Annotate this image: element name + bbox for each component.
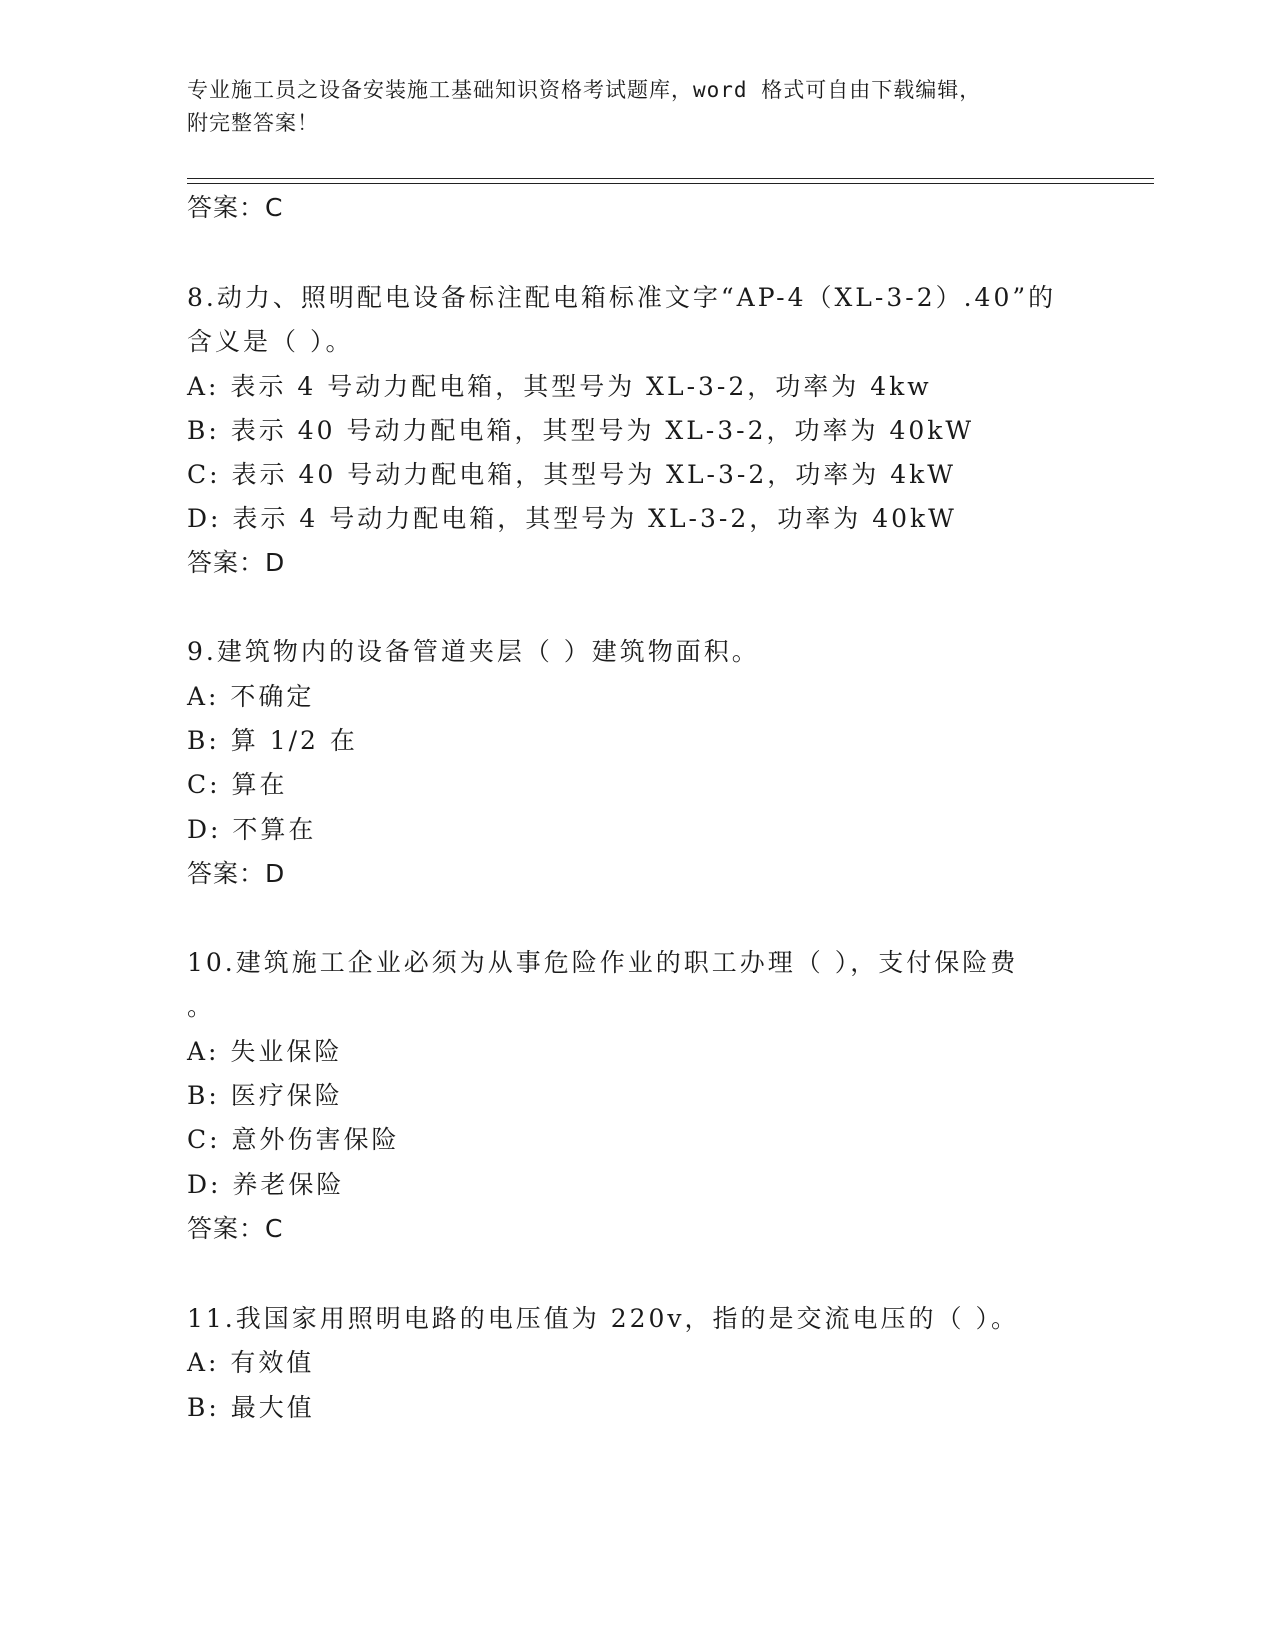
question-10-option-d: D: 养老保险 [187,1170,345,1199]
question-9-option-a: A: 不确定 [187,682,315,711]
question-8-stem-line-2: 含义是（ ）。 [187,327,354,356]
question-9-option-d: D: 不算在 [187,815,317,844]
question-9-option-c: C: 算在 [187,770,288,799]
header-divider-top [187,178,1154,179]
question-8-stem-line-1: 8.动力、照明配电设备标注配电箱标准文字“AP-4（XL-3-2）.40”的 [187,283,1057,312]
header-divider-bottom [187,183,1154,184]
question-8-option-d: D: 表示 4 号动力配电箱，其型号为 XL-3-2，功率为 40kW [187,504,957,533]
question-10-option-b: B: 医疗保险 [187,1081,343,1110]
question-11-option-b: B: 最大值 [187,1393,315,1422]
question-8-option-c: C: 表示 40 号动力配电箱，其型号为 XL-3-2，功率为 4kW [187,460,956,489]
question-9-stem-line-1: 9.建筑物内的设备管道夹层（ ）建筑物面积。 [187,637,760,666]
answer-q9: 答案：D [187,859,286,888]
question-11-stem-line-1: 11.我国家用照明电路的电压值为 220v，指的是交流电压的（ ）。 [187,1304,1019,1333]
header-line-2: 附完整答案！ [187,111,319,135]
question-10-option-c: C: 意外伤害保险 [187,1125,400,1154]
header-line-1: 专业施工员之设备安装施工基础知识资格考试题库，word 格式可自由下载编辑， [187,78,982,102]
document-header [187,74,1087,140]
answer-q8: 答案：D [187,548,286,577]
question-9-option-b: B: 算 1/2 在 [187,726,358,755]
question-10-option-a: A: 失业保险 [187,1037,343,1066]
answer-q10: 答案：C [187,1214,284,1243]
answer-q7: 答案：C [187,193,284,222]
question-10-stem-line-1: 10.建筑施工企业必须为从事危险作业的职工办理（ ），支付保险费 [187,948,1019,977]
question-11-option-a: A: 有效值 [187,1348,315,1377]
question-8-option-a: A: 表示 4 号动力配电箱，其型号为 XL-3-2，功率为 4kw [187,372,932,401]
question-10-stem-line-2: 。 [187,992,216,1021]
question-8-option-b: B: 表示 40 号动力配电箱，其型号为 XL-3-2，功率为 40kW [187,416,975,445]
